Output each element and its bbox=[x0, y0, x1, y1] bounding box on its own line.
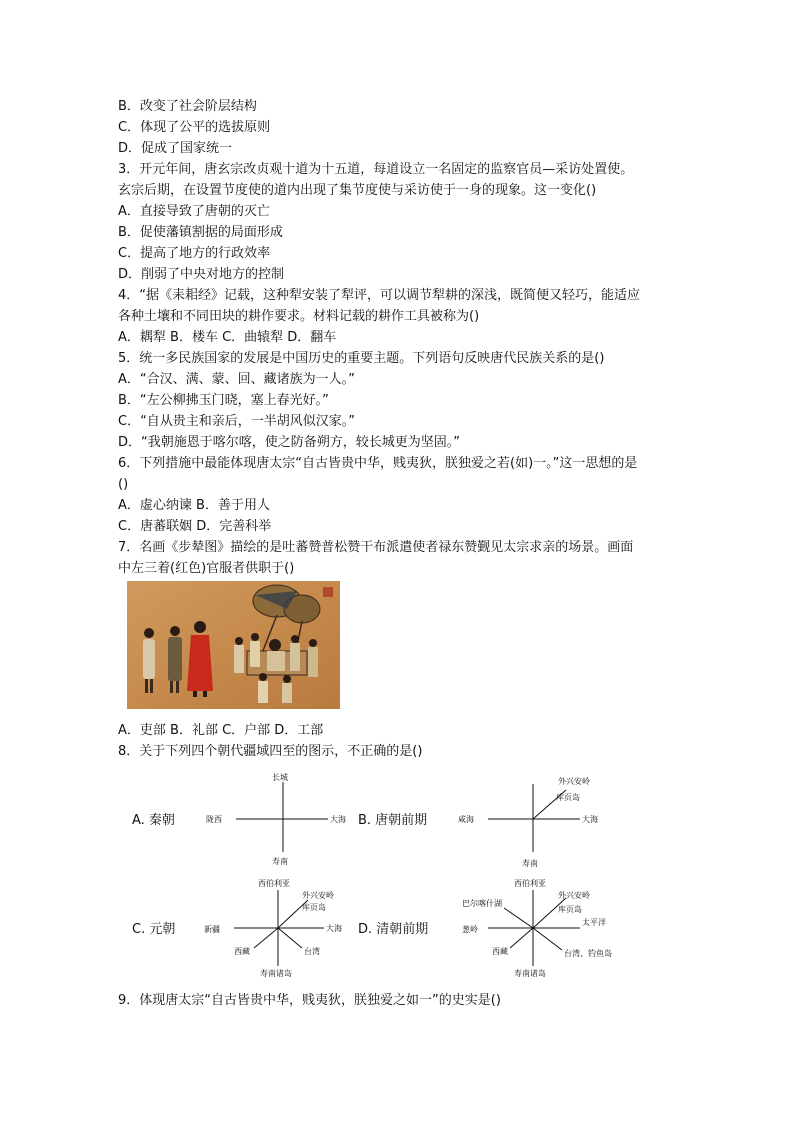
map-a-west: 陇西 bbox=[206, 815, 222, 824]
q3-stem-line1: 3．开元年间，唐玄宗改贞观十道为十五道，每道设立一名固定的监察官员—采访处置使。 bbox=[118, 162, 634, 177]
map-d-east: 太平洋 bbox=[582, 918, 606, 927]
q7-stem-line2: 中左三着(红色)官服者供职于() bbox=[118, 561, 295, 576]
q5-option-d: D．“我朝施恩于喀尔喀，使之防备朔方，较长城更为坚固。” bbox=[118, 435, 460, 450]
map-a-south: 寿南 bbox=[272, 857, 288, 866]
q9-stem: 9．体现唐太宗“自古皆贵中华，贱夷狄，朕独爱之如一”的史实是() bbox=[118, 993, 501, 1008]
q7-stem-line1: 7．名画《步辇图》描绘的是吐蕃赞普松赞干布派遣使者禄东赞觐见太宗求亲的场景。画面 bbox=[118, 540, 634, 555]
map-c-south: 寿南诸岛 bbox=[260, 969, 292, 978]
q3-option-a: A．直接导致了唐朝的灭亡 bbox=[118, 204, 270, 219]
map-qin bbox=[132, 772, 346, 866]
painting-illustration bbox=[127, 581, 340, 709]
q4-stem-line1: 4．“据《耒耜经》记载，这种犁安装了犁评，可以调节犁耕的深浅，既简便又轻巧，能适应 bbox=[118, 288, 641, 303]
q5-option-c: C．“自从贵主和亲后，一半胡风似汉家。” bbox=[118, 414, 356, 429]
map-b-northeast1: 外兴安岭 bbox=[558, 777, 590, 786]
map-c-west: 新疆 bbox=[204, 925, 220, 934]
map-d-northeast2: 库页岛 bbox=[558, 905, 582, 914]
q3-option-d: D．削弱了中央对地方的控制 bbox=[118, 267, 285, 282]
bunian-tu-painting bbox=[127, 581, 340, 709]
map-a-label: A. 秦朝 bbox=[132, 813, 175, 828]
q2-option-d: D．促成了国家统一 bbox=[118, 141, 233, 156]
q8-stem: 8．关于下列四个朝代疆域四至的图示，不正确的是() bbox=[118, 744, 423, 759]
map-b-west: 咸海 bbox=[458, 815, 474, 824]
map-a-north: 长城 bbox=[272, 773, 288, 782]
map-c-east: 大海 bbox=[326, 924, 342, 933]
q2-option-b: B．改变了社会阶层结构 bbox=[118, 99, 257, 114]
map-tang bbox=[358, 776, 598, 868]
map-d-southeast: 台湾、钓鱼岛 bbox=[564, 949, 612, 958]
q4-options: A．耦犁 B．楼车 C．曲辕犁 D．翻车 bbox=[118, 330, 337, 345]
map-a-east: 大海 bbox=[330, 815, 346, 824]
q6-options-ab: A．虚心纳谏 B．善于用人 bbox=[118, 498, 270, 513]
q6-stem-line2: () bbox=[118, 477, 129, 492]
q2-option-c: C．体现了公平的选拔原则 bbox=[118, 120, 271, 135]
map-d-west: 葱岭 bbox=[462, 925, 478, 934]
map-d-north: 西伯利亚 bbox=[514, 879, 546, 888]
q6-stem-line1: 6．下列措施中最能体现唐太宗“自古皆贵中华，贱夷狄，朕独爱之若(如)一。”这一思想的是 bbox=[118, 456, 638, 471]
map-d-south: 寿南诸岛 bbox=[514, 969, 546, 978]
q7-options: A．吏部 B．礼部 C．户部 D．工部 bbox=[118, 723, 324, 738]
territory-diagrams bbox=[118, 770, 638, 982]
q3-option-b: B．促使藩镇割据的局面形成 bbox=[118, 225, 283, 240]
map-c-northeast1: 外兴安岭 bbox=[302, 891, 334, 900]
q6-options-cd: C．唐蕃联姻 D．完善科举 bbox=[118, 519, 272, 534]
map-yuan bbox=[132, 878, 342, 978]
q3-option-c: C．提高了地方的行政效率 bbox=[118, 246, 271, 261]
q3-stem-line2: 玄宗后期，在设置节度使的道内出现了集节度使与采访使于一身的现象。这一变化() bbox=[118, 183, 597, 198]
map-d-northwest: 巴尔喀什湖 bbox=[462, 899, 502, 908]
map-d-southwest: 西藏 bbox=[492, 947, 508, 956]
seal-mark bbox=[323, 587, 333, 597]
map-b-east: 大海 bbox=[582, 815, 598, 824]
q5-option-a: A．“合汉、满、蒙、回、藏诸族为一人。” bbox=[118, 372, 355, 387]
q5-option-b: B．“左公柳拂玉门晓，塞上春光好。” bbox=[118, 393, 329, 408]
map-c-north: 西伯利亚 bbox=[258, 879, 290, 888]
map-c-southwest: 西藏 bbox=[234, 947, 250, 956]
map-d-northeast1: 外兴安岭 bbox=[558, 891, 590, 900]
map-b-south: 寿南 bbox=[522, 859, 538, 868]
map-d-label: D. 清朝前期 bbox=[358, 922, 429, 937]
map-c-northeast2: 库页岛 bbox=[302, 903, 326, 912]
q5-stem: 5．统一多民族国家的发展是中国历史的重要主题。下列语句反映唐代民族关系的是() bbox=[118, 351, 605, 366]
q4-stem-line2: 各种土壤和不同田块的耕作要求。材料记载的耕作工具被称为() bbox=[118, 309, 480, 324]
map-b-northeast2: 库页岛 bbox=[556, 793, 580, 802]
map-qing bbox=[358, 878, 612, 978]
map-c-southeast: 台湾 bbox=[304, 947, 320, 956]
map-b-label: B. 唐朝前期 bbox=[358, 813, 428, 828]
map-c-label: C. 元朝 bbox=[132, 922, 176, 937]
